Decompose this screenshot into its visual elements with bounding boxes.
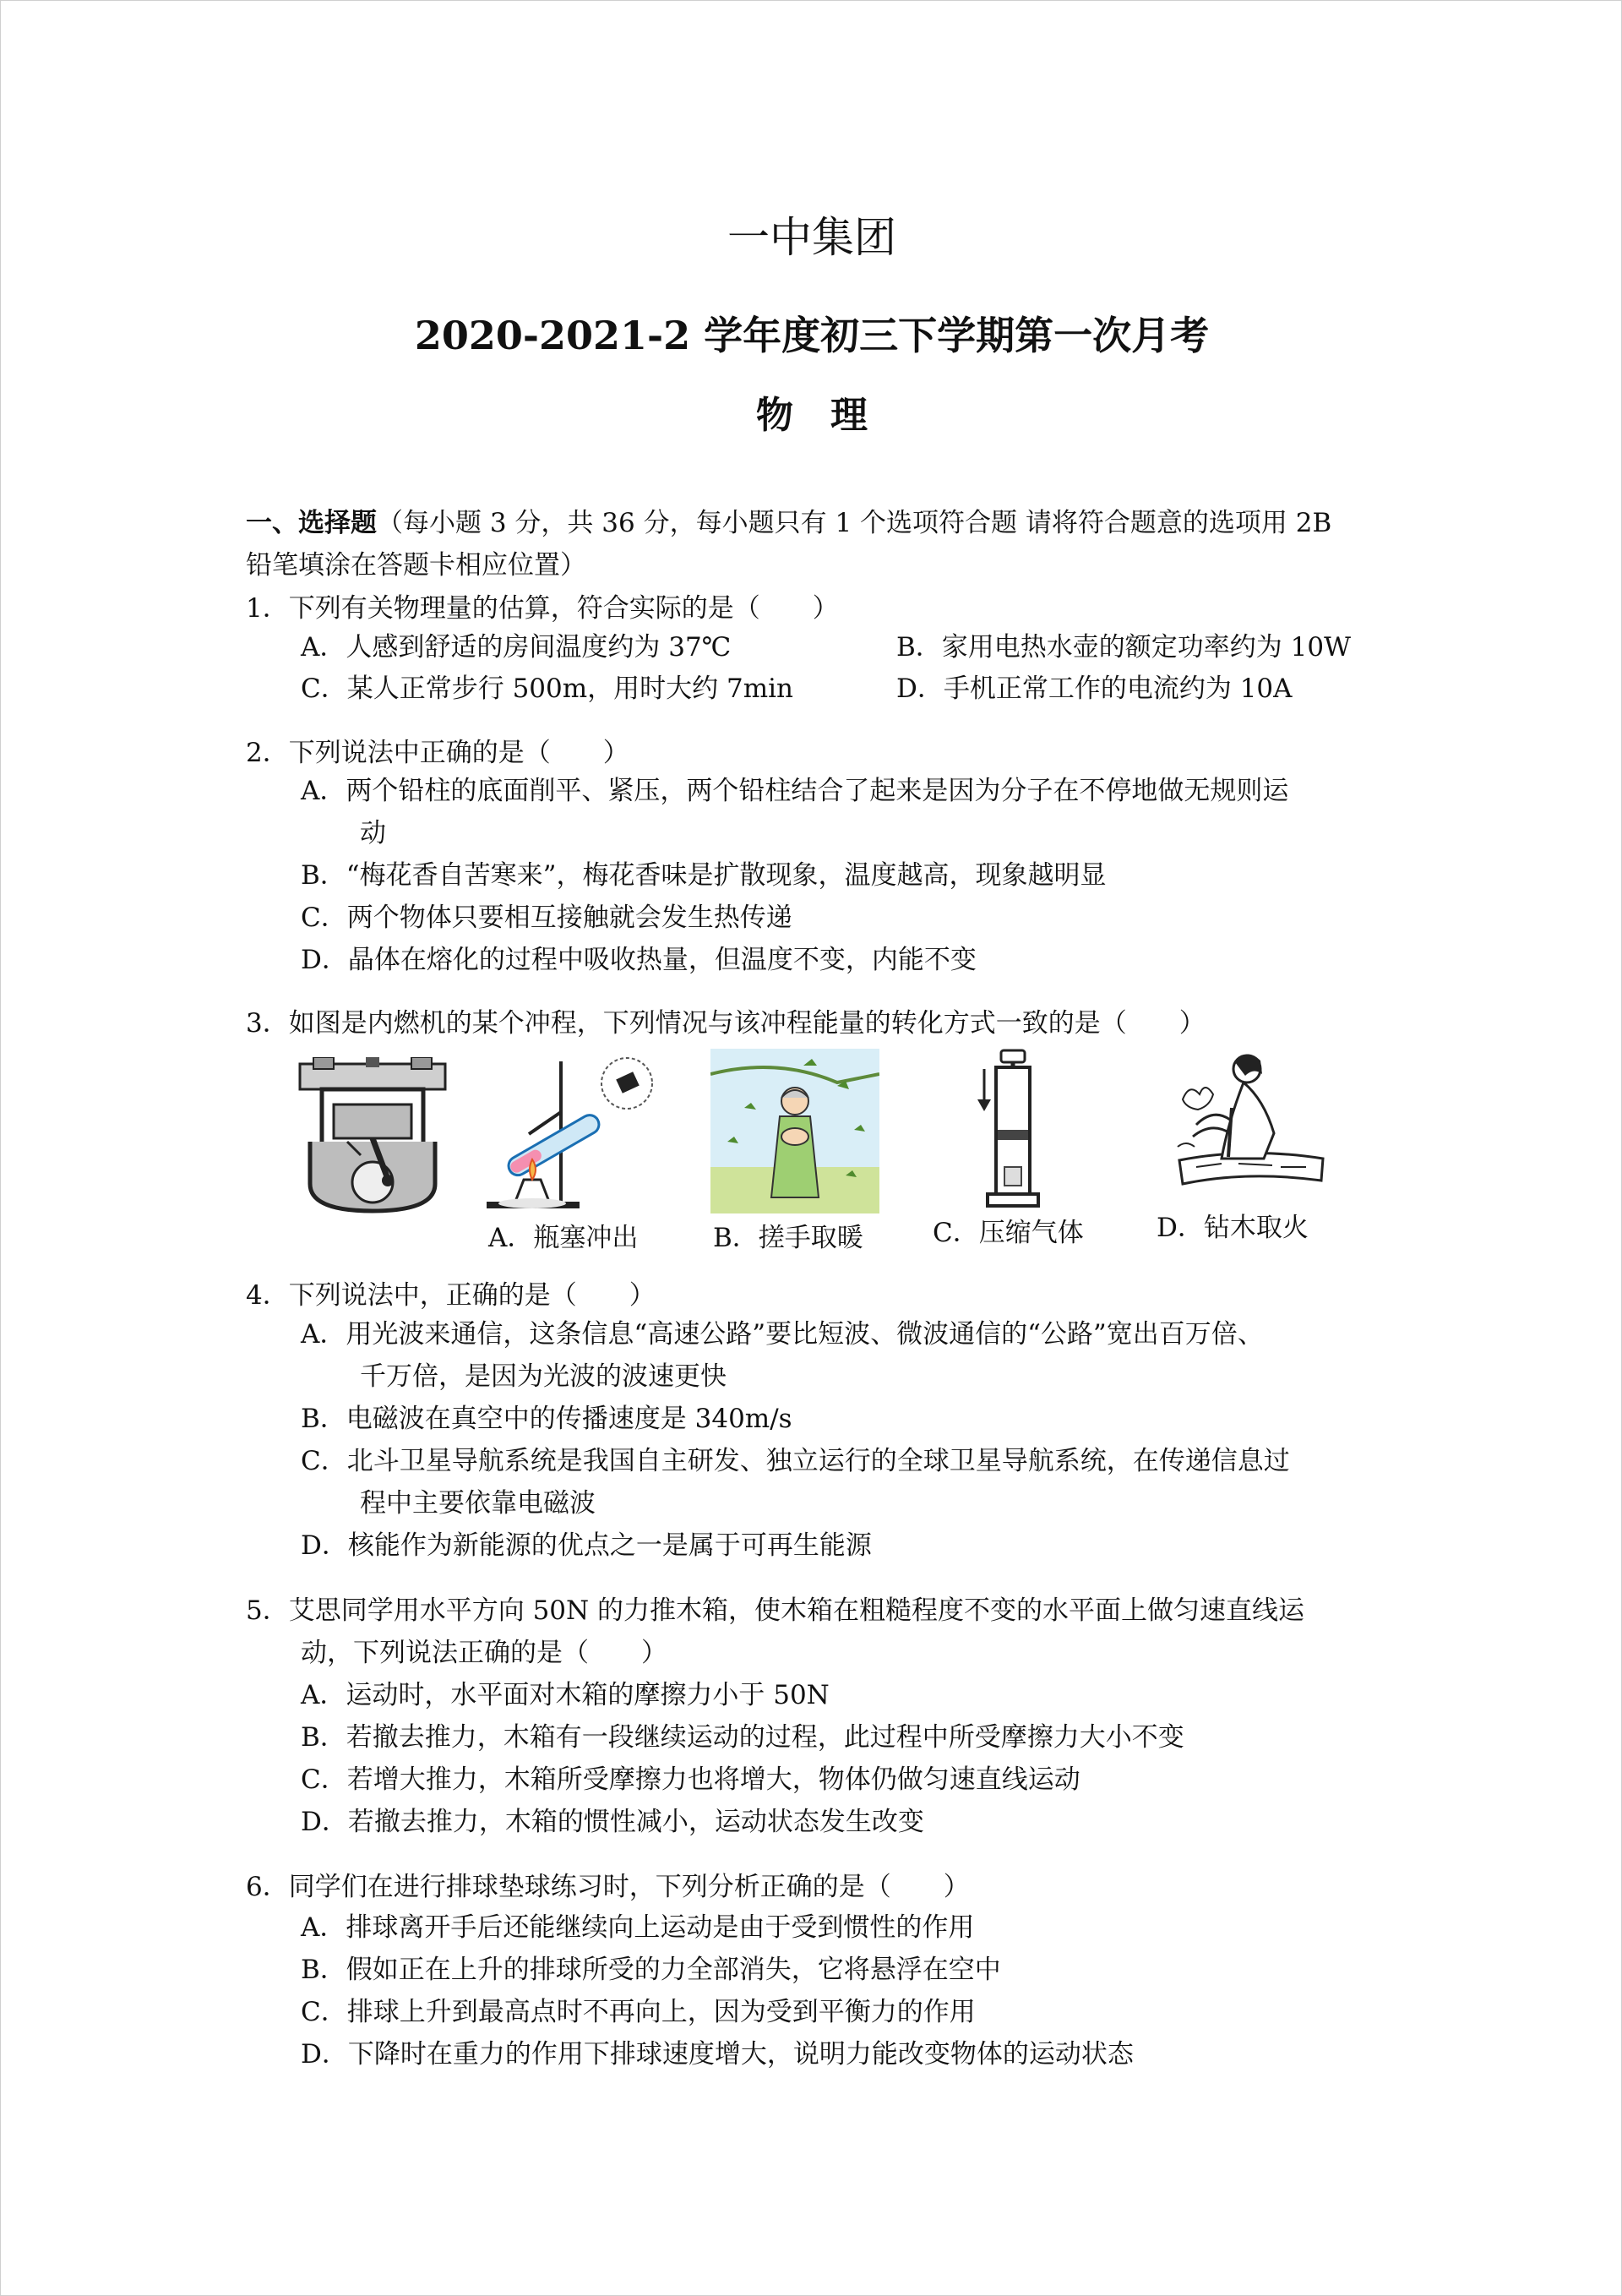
section-heading: 一、选择题 [246,508,377,538]
q4-option-b: B．电磁波在真空中的传播速度是 340m/s [301,1404,792,1434]
q6-option-a: A．排球离开手后还能继续向上运动是由于受到惯性的作用 [301,1912,975,1943]
q4-option-c: C．北斗卫星导航系统是我国自主研发、独立运行的全球卫星导航系统，在传递信息过 [301,1446,1290,1476]
subject-title: 物 理 [756,394,868,437]
cork-popping-figure [478,1053,664,1213]
q1-stem: 1．下列有关物理量的估算，符合实际的是（ ） [246,593,839,624]
q5-option-a: A．运动时，水平面对木箱的摩擦力小于 50N [301,1680,830,1710]
drilling-fire-figure [1162,1049,1331,1192]
q5-option-b: B．若撤去推力，木箱有一段继续运动的过程，此过程中所受摩擦力大小不变 [301,1722,1184,1753]
q3-caption-b: B．搓手取暖 [713,1223,863,1253]
q2-option-b: B．“梅花香自苦寒来”，梅花香味是扩散现象，温度越高，现象越明显 [301,860,1107,891]
q6-stem: 6．同学们在进行排球垫球练习时，下列分析正确的是（ ） [246,1872,970,1902]
q4-option-d: D．核能作为新能源的优点之一是属于可再生能源 [301,1530,872,1561]
q5-option-c: C．若增大推力，木箱所受摩擦力也将增大，物体仍做匀速直线运动 [301,1764,1080,1795]
q2-option-d: D．晶体在熔化的过程中吸收热量，但温度不变，内能不变 [301,945,977,975]
q2-option-c: C．两个物体只要相互接触就会发生热传递 [301,903,792,933]
q1-option-b: B．家用电热水壶的额定功率约为 10W [896,632,1351,663]
rubbing-hands-figure [710,1049,879,1213]
engine-stroke-figure [297,1057,449,1218]
q5-option-d: D．若撤去推力，木箱的惯性减小，运动状态发生改变 [301,1807,924,1837]
q3-caption-a: A．瓶塞冲出 [488,1223,639,1253]
section-note-line2: 铅笔填涂在答题卡相应位置） [246,550,586,581]
section-note: （每小题 3 分，共 36 分，每小题只有 1 个选项符合题 请将符合题意的选项用 2B [377,508,1332,538]
q4-option-a: A．用光波来通信，这条信息“高速公路”要比短波、微波通信的“公路”宽出百万倍、 [301,1319,1264,1350]
q1-option-c: C．某人正常步行 500m，用时大约 7min [301,674,793,704]
q6-option-c: C．排球上升到最高点时不再向上，因为受到平衡力的作用 [301,1997,976,2027]
q1-option-a: A．人感到舒适的房间温度约为 37℃ [301,632,732,663]
q3-caption-c: C．压缩气体 [933,1218,1084,1248]
section-heading-line [246,506,1331,540]
school-name: 一中集团 [727,213,896,262]
q4-stem: 4．下列说法中，正确的是（ ） [246,1280,656,1311]
exam-title: 2020-2021-2 学年度初三下学期第一次月考 [414,313,1210,358]
q6-option-d: D．下降时在重力的作用下排球速度增大，说明力能改变物体的运动状态 [301,2039,1134,2070]
q6-option-b: B．假如正在上升的排球所受的力全部消失，它将悬浮在空中 [301,1955,1001,1985]
q3-caption-d: D．钻木取火 [1157,1213,1309,1243]
compressing-gas-figure [972,1049,1048,1213]
q2-option-a-cont: 动 [360,818,386,848]
q5-stem-cont: 动，下列说法正确的是（ ） [301,1638,667,1668]
q3-stem: 3．如图是内燃机的某个冲程，下列情况与该冲程能量的转化方式一致的是（ ） [246,1008,1206,1039]
q4-option-c-cont: 程中主要依靠电磁波 [360,1488,596,1519]
q4-option-a-cont: 千万倍，是因为光波的波速更快 [360,1361,727,1392]
q1-option-d: D．手机正常工作的电流约为 10A [896,674,1293,704]
q2-stem: 2．下列说法中正确的是（ ） [246,738,629,768]
q5-stem: 5．艾思同学用水平方向 50N 的力推木箱，使木箱在粗糙程度不变的水平面上做匀速直线运 [246,1595,1304,1626]
q2-option-a: A．两个铅柱的底面削平、紧压，两个铅柱结合了起来是因为分子在不停地做无规则运 [301,776,1289,806]
